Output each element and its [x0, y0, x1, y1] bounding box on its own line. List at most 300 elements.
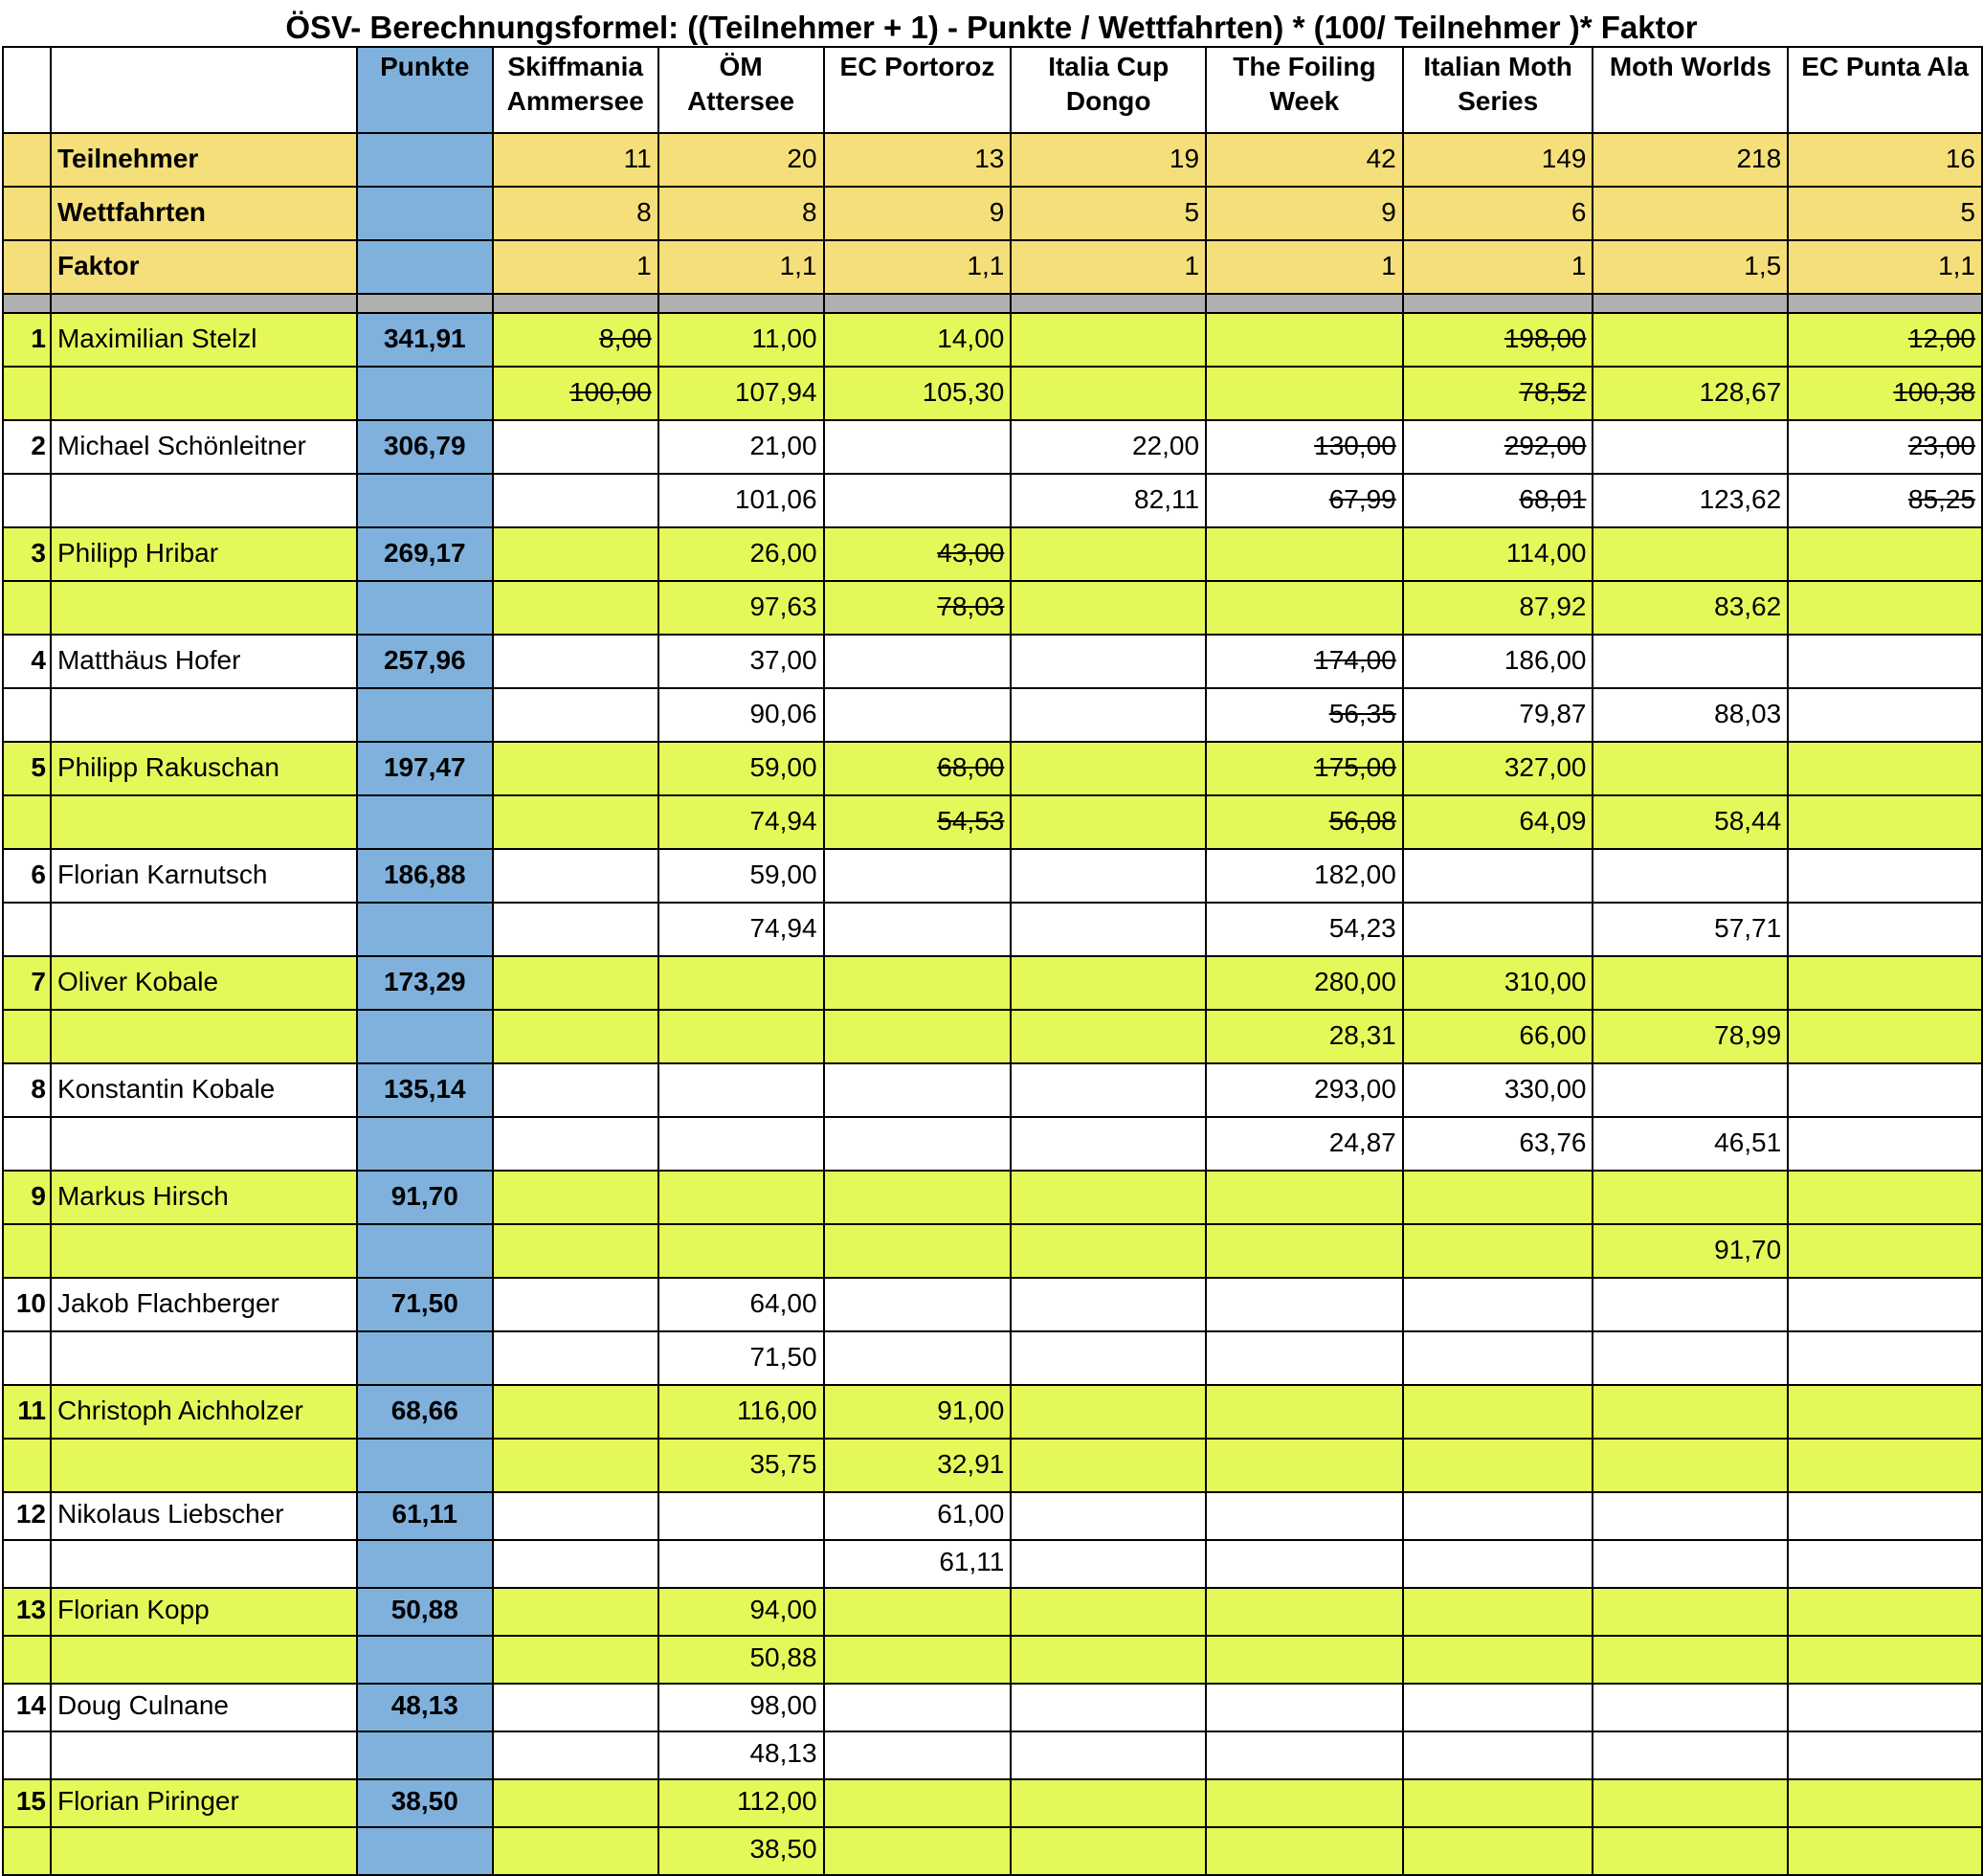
calculated-points-cell [493, 1731, 658, 1779]
table-row [3, 1492, 1982, 1540]
stats-value: 1,1 [824, 240, 1012, 294]
placement-cell [1788, 956, 1982, 1010]
placement-cell [1593, 1063, 1788, 1117]
placement-cell [1403, 1492, 1593, 1540]
table-row [3, 1063, 1982, 1117]
placement-cell: 22,00 [1011, 420, 1206, 474]
placement-cell [1011, 956, 1206, 1010]
placement-cell: 186,00 [1403, 635, 1593, 688]
placement-cell: 112,00 [658, 1779, 824, 1827]
sailor-name: Markus Hirsch [51, 1171, 357, 1224]
stats-value: 16 [1788, 133, 1982, 187]
calculated-points-cell [493, 1439, 658, 1492]
rank-cell-blank [3, 367, 51, 420]
name-cell-blank [51, 1224, 357, 1278]
calculated-points-cell [1011, 581, 1206, 635]
separator-cell [1788, 294, 1982, 313]
placement-cell: 59,00 [658, 742, 824, 795]
stats-value: 9 [1206, 187, 1403, 240]
placement-cell: 175,00 [1206, 742, 1403, 795]
placement-cell [824, 635, 1012, 688]
stats-label: Faktor [51, 240, 357, 294]
placement-cell [1011, 313, 1206, 367]
stats-value: 1,5 [1593, 240, 1788, 294]
name-cell-blank [51, 474, 357, 527]
sailor-name: Christoph Aichholzer [51, 1385, 357, 1439]
stats-value: 1 [1403, 240, 1593, 294]
placement-cell [1593, 1684, 1788, 1731]
table-row [3, 527, 1982, 581]
placement-cell [1788, 1588, 1982, 1636]
placement-cell [658, 1171, 824, 1224]
table-row [3, 956, 1982, 1010]
calculated-points-cell [1011, 1540, 1206, 1588]
calculated-points-cell: 61,11 [824, 1540, 1012, 1588]
calculated-points-cell [1403, 903, 1593, 956]
punkte-cell-blank [357, 1010, 493, 1063]
calculated-points-cell [493, 1827, 658, 1875]
stats-row [3, 240, 1982, 294]
calculated-points-cell: 67,99 [1206, 474, 1403, 527]
header-rank-cell [3, 47, 51, 133]
rank-cell-blank [3, 1331, 51, 1385]
rank-cell-blank [3, 1636, 51, 1684]
table-row [3, 313, 1982, 367]
placement-cell [493, 635, 658, 688]
stats-value: 42 [1206, 133, 1403, 187]
placement-cell: 292,00 [1403, 420, 1593, 474]
stats-punkte-cell [357, 240, 493, 294]
calculated-points-cell: 128,67 [1593, 367, 1788, 420]
table-row [3, 1684, 1982, 1731]
header-name-cell [51, 47, 357, 133]
total-points: 68,66 [357, 1385, 493, 1439]
calculated-points-cell: 58,44 [1593, 795, 1788, 849]
calculated-points-cell [1593, 1439, 1788, 1492]
table-row-calculated [3, 795, 1982, 849]
rank-cell-blank [3, 688, 51, 742]
calculated-points-cell: 123,62 [1593, 474, 1788, 527]
calculated-points-cell [1403, 1224, 1593, 1278]
rank-cell-blank [3, 1827, 51, 1875]
calculated-points-cell [824, 903, 1012, 956]
stats-label: Wettfahrten [51, 187, 357, 240]
placement-cell [824, 1779, 1012, 1827]
stats-value: 9 [824, 187, 1012, 240]
header-event: The Foiling Week [1206, 47, 1403, 133]
calculated-points-cell [1011, 1731, 1206, 1779]
placement-cell [1593, 1492, 1788, 1540]
rank-cell: 15 [3, 1779, 51, 1827]
calculated-points-cell [824, 688, 1012, 742]
calculated-points-cell: 24,87 [1206, 1117, 1403, 1171]
table-row-calculated [3, 367, 1982, 420]
calculated-points-cell [493, 795, 658, 849]
calculated-points-cell [824, 1731, 1012, 1779]
total-points: 135,14 [357, 1063, 493, 1117]
sailor-name: Nikolaus Liebscher [51, 1492, 357, 1540]
calculated-points-cell [658, 1010, 824, 1063]
separator-cell [357, 294, 493, 313]
table-row [3, 1588, 1982, 1636]
placement-cell [824, 1063, 1012, 1117]
table-row-calculated [3, 1827, 1982, 1875]
calculated-points-cell: 82,11 [1011, 474, 1206, 527]
calculated-points-cell: 107,94 [658, 367, 824, 420]
total-points: 306,79 [357, 420, 493, 474]
calculated-points-cell [493, 1331, 658, 1385]
calculated-points-cell [1011, 795, 1206, 849]
placement-cell [1011, 1171, 1206, 1224]
placement-cell: 293,00 [1206, 1063, 1403, 1117]
placement-cell [1788, 1779, 1982, 1827]
sailor-name: Jakob Flachberger [51, 1278, 357, 1331]
calculated-points-cell: 90,06 [658, 688, 824, 742]
placement-cell [1403, 1779, 1593, 1827]
stats-value: 1 [1206, 240, 1403, 294]
placement-cell: 37,00 [658, 635, 824, 688]
stats-value: 19 [1011, 133, 1206, 187]
calculated-points-cell: 85,25 [1788, 474, 1982, 527]
calculated-points-cell [1206, 1540, 1403, 1588]
calculated-points-cell [824, 1827, 1012, 1875]
name-cell-blank [51, 1827, 357, 1875]
separator-cell [658, 294, 824, 313]
placement-cell [1788, 1385, 1982, 1439]
calculated-points-cell: 74,94 [658, 795, 824, 849]
total-points: 269,17 [357, 527, 493, 581]
placement-cell [1206, 1171, 1403, 1224]
calculated-points-cell [1403, 1827, 1593, 1875]
placement-cell [658, 1492, 824, 1540]
placement-cell [1788, 1492, 1982, 1540]
name-cell-blank [51, 795, 357, 849]
sailor-name: Matthäus Hofer [51, 635, 357, 688]
header-event: EC Punta Ala [1788, 47, 1982, 133]
rank-cell: 5 [3, 742, 51, 795]
calculated-points-cell [658, 1224, 824, 1278]
calculated-points-cell [1011, 1331, 1206, 1385]
table-row [3, 420, 1982, 474]
table-row-calculated [3, 1439, 1982, 1492]
placement-cell: 14,00 [824, 313, 1012, 367]
name-cell-blank [51, 1731, 357, 1779]
total-points: 38,50 [357, 1779, 493, 1827]
calculated-points-cell [824, 1636, 1012, 1684]
calculated-points-cell [1788, 1010, 1982, 1063]
placement-cell [824, 1588, 1012, 1636]
calculated-points-cell [1403, 1439, 1593, 1492]
name-cell-blank [51, 1331, 357, 1385]
calculated-points-cell [1011, 1439, 1206, 1492]
table-body [3, 47, 1982, 1875]
name-cell-blank [51, 688, 357, 742]
placement-cell [1788, 1684, 1982, 1731]
sailor-name: Maximilian Stelzl [51, 313, 357, 367]
calculated-points-cell: 54,53 [824, 795, 1012, 849]
placement-cell: 91,00 [824, 1385, 1012, 1439]
placement-cell [1788, 1278, 1982, 1331]
rank-cell: 6 [3, 849, 51, 903]
calculated-points-cell: 91,70 [1593, 1224, 1788, 1278]
sailor-name: Oliver Kobale [51, 956, 357, 1010]
calculated-points-cell [493, 1010, 658, 1063]
header-punkte: Punkte [357, 47, 493, 133]
calculated-points-cell [1206, 581, 1403, 635]
calculated-points-cell [1788, 1636, 1982, 1684]
punkte-cell-blank [357, 795, 493, 849]
calculated-points-cell [1011, 1827, 1206, 1875]
rank-cell: 9 [3, 1171, 51, 1224]
stats-blank-cell [3, 187, 51, 240]
stats-value: 1 [493, 240, 658, 294]
punkte-cell-blank [357, 1331, 493, 1385]
placement-cell [493, 1779, 658, 1827]
calculated-points-cell [1788, 1224, 1982, 1278]
header-event: Italia Cup Dongo [1011, 47, 1206, 133]
calculated-points-cell [1206, 1636, 1403, 1684]
placement-cell [1011, 1588, 1206, 1636]
placement-cell [1011, 849, 1206, 903]
calculated-points-cell [1011, 903, 1206, 956]
rank-cell: 7 [3, 956, 51, 1010]
table-row-calculated [3, 1731, 1982, 1779]
calculated-points-cell: 78,03 [824, 581, 1012, 635]
calculated-points-cell [1011, 1010, 1206, 1063]
placement-cell [1593, 1588, 1788, 1636]
table-row-calculated [3, 1540, 1982, 1588]
placement-cell [493, 1588, 658, 1636]
placement-cell [1593, 1278, 1788, 1331]
placement-cell [1011, 1385, 1206, 1439]
placement-cell [824, 1684, 1012, 1731]
stats-value: 218 [1593, 133, 1788, 187]
calculated-points-cell [493, 688, 658, 742]
placement-cell [1593, 420, 1788, 474]
placement-cell [1593, 635, 1788, 688]
sailor-name: Philipp Rakuschan [51, 742, 357, 795]
punkte-cell-blank [357, 1117, 493, 1171]
calculated-points-cell [1788, 795, 1982, 849]
placement-cell [1593, 849, 1788, 903]
placement-cell: 98,00 [658, 1684, 824, 1731]
rank-cell-blank [3, 581, 51, 635]
separator-cell [1011, 294, 1206, 313]
header-event: EC Portoroz [824, 47, 1012, 133]
calculated-points-cell [1788, 903, 1982, 956]
calculated-points-cell [493, 1636, 658, 1684]
rank-cell: 11 [3, 1385, 51, 1439]
total-points: 197,47 [357, 742, 493, 795]
rank-cell-blank [3, 795, 51, 849]
calculated-points-cell [824, 1224, 1012, 1278]
name-cell-blank [51, 1117, 357, 1171]
separator-cell [1403, 294, 1593, 313]
stats-row [3, 133, 1982, 187]
placement-cell: 43,00 [824, 527, 1012, 581]
placement-cell: 12,00 [1788, 313, 1982, 367]
calculated-points-cell: 66,00 [1403, 1010, 1593, 1063]
placement-cell [1011, 635, 1206, 688]
table-row [3, 635, 1982, 688]
name-cell-blank [51, 1439, 357, 1492]
placement-cell [1206, 313, 1403, 367]
punkte-cell-blank [357, 1439, 493, 1492]
placement-cell [493, 742, 658, 795]
punkte-cell-blank [357, 688, 493, 742]
placement-cell: 68,00 [824, 742, 1012, 795]
rank-cell-blank [3, 903, 51, 956]
rank-cell-blank [3, 474, 51, 527]
placement-cell [1011, 1779, 1206, 1827]
placement-cell [493, 1385, 658, 1439]
placement-cell [493, 1063, 658, 1117]
placement-cell [1593, 1385, 1788, 1439]
placement-cell [824, 1171, 1012, 1224]
placement-cell: 182,00 [1206, 849, 1403, 903]
calculated-points-cell [1206, 1224, 1403, 1278]
table-row-calculated [3, 1636, 1982, 1684]
table-row-calculated [3, 688, 1982, 742]
calculated-points-cell [493, 1117, 658, 1171]
placement-cell [1593, 956, 1788, 1010]
placement-cell [493, 1684, 658, 1731]
calculated-points-cell [1206, 1731, 1403, 1779]
table-row-calculated [3, 1010, 1982, 1063]
stats-value: 11 [493, 133, 658, 187]
sailor-name: Florian Karnutsch [51, 849, 357, 903]
calculated-points-cell: 68,01 [1403, 474, 1593, 527]
calculated-points-cell [1206, 367, 1403, 420]
header-event: Skiffmania Ammersee [493, 47, 658, 133]
calculated-points-cell [1788, 688, 1982, 742]
placement-cell [493, 420, 658, 474]
placement-cell [824, 1278, 1012, 1331]
stats-value: 8 [658, 187, 824, 240]
separator-cell [1206, 294, 1403, 313]
calculated-points-cell: 88,03 [1593, 688, 1788, 742]
calculated-points-cell [1788, 1117, 1982, 1171]
name-cell-blank [51, 1540, 357, 1588]
sailor-name: Philipp Hribar [51, 527, 357, 581]
placement-cell [1206, 1684, 1403, 1731]
calculated-points-cell [493, 903, 658, 956]
placement-cell: 280,00 [1206, 956, 1403, 1010]
placement-cell: 94,00 [658, 1588, 824, 1636]
stats-row [3, 187, 1982, 240]
rank-cell-blank [3, 1439, 51, 1492]
rank-cell-blank [3, 1540, 51, 1588]
placement-cell [1788, 527, 1982, 581]
calculated-points-cell [1011, 1636, 1206, 1684]
placement-cell [1788, 849, 1982, 903]
page-title: ÖSV- Berechnungsformel: ((Teilnehmer + 1) - Punkte / Wettfahrten) * (100/ Teilnehmer )* Faktor [285, 10, 1698, 45]
calculated-points-cell: 97,63 [658, 581, 824, 635]
calculated-points-cell: 105,30 [824, 367, 1012, 420]
rank-cell: 3 [3, 527, 51, 581]
calculated-points-cell: 56,08 [1206, 795, 1403, 849]
table-row-calculated [3, 474, 1982, 527]
placement-cell [1011, 1492, 1206, 1540]
calculated-points-cell [1011, 1224, 1206, 1278]
calculated-points-cell: 63,76 [1403, 1117, 1593, 1171]
ranking-table [2, 46, 1983, 1876]
stats-punkte-cell [357, 133, 493, 187]
rank-cell: 14 [3, 1684, 51, 1731]
calculated-points-cell [658, 1117, 824, 1171]
total-points: 186,88 [357, 849, 493, 903]
placement-cell: 310,00 [1403, 956, 1593, 1010]
rank-cell-blank [3, 1010, 51, 1063]
placement-cell [1011, 1278, 1206, 1331]
placement-cell [1011, 527, 1206, 581]
placement-cell: 8,00 [493, 313, 658, 367]
name-cell-blank [51, 581, 357, 635]
placement-cell: 114,00 [1403, 527, 1593, 581]
placement-cell [1403, 1385, 1593, 1439]
punkte-cell-blank [357, 1731, 493, 1779]
placement-cell: 11,00 [658, 313, 824, 367]
calculated-points-cell [1403, 1331, 1593, 1385]
calculated-points-cell [493, 581, 658, 635]
total-points: 173,29 [357, 956, 493, 1010]
placement-cell [1206, 1588, 1403, 1636]
sailor-name: Florian Kopp [51, 1588, 357, 1636]
placement-cell [493, 956, 658, 1010]
calculated-points-cell [824, 474, 1012, 527]
calculated-points-cell [1403, 1540, 1593, 1588]
placement-cell [493, 849, 658, 903]
placement-cell [658, 956, 824, 1010]
calculated-points-cell [1593, 1540, 1788, 1588]
calculated-points-cell: 38,50 [658, 1827, 824, 1875]
name-cell-blank [51, 903, 357, 956]
table-row [3, 742, 1982, 795]
placement-cell [493, 1492, 658, 1540]
placement-cell [1011, 742, 1206, 795]
table-row-calculated [3, 1117, 1982, 1171]
rank-cell: 1 [3, 313, 51, 367]
calculated-points-cell [1788, 1439, 1982, 1492]
placement-cell [1403, 849, 1593, 903]
placement-cell [1011, 1684, 1206, 1731]
stats-value: 13 [824, 133, 1012, 187]
sailor-name: Konstantin Kobale [51, 1063, 357, 1117]
calculated-points-cell: 100,00 [493, 367, 658, 420]
calculated-points-cell [824, 1117, 1012, 1171]
calculated-points-cell [1206, 1827, 1403, 1875]
calculated-points-cell: 74,94 [658, 903, 824, 956]
name-cell-blank [51, 1636, 357, 1684]
calculated-points-cell: 48,13 [658, 1731, 824, 1779]
name-cell-blank [51, 367, 357, 420]
placement-cell: 327,00 [1403, 742, 1593, 795]
placement-cell: 330,00 [1403, 1063, 1593, 1117]
rank-cell: 10 [3, 1278, 51, 1331]
rank-cell: 13 [3, 1588, 51, 1636]
calculated-points-cell [1593, 1731, 1788, 1779]
rank-cell-blank [3, 1731, 51, 1779]
calculated-points-cell [1403, 1731, 1593, 1779]
stats-value: 1 [1011, 240, 1206, 294]
table-row [3, 1385, 1982, 1439]
calculated-points-cell [1788, 1731, 1982, 1779]
placement-cell [824, 956, 1012, 1010]
separator-cell [824, 294, 1012, 313]
placement-cell [1403, 1684, 1593, 1731]
placement-cell [1206, 1278, 1403, 1331]
placement-cell [1788, 742, 1982, 795]
